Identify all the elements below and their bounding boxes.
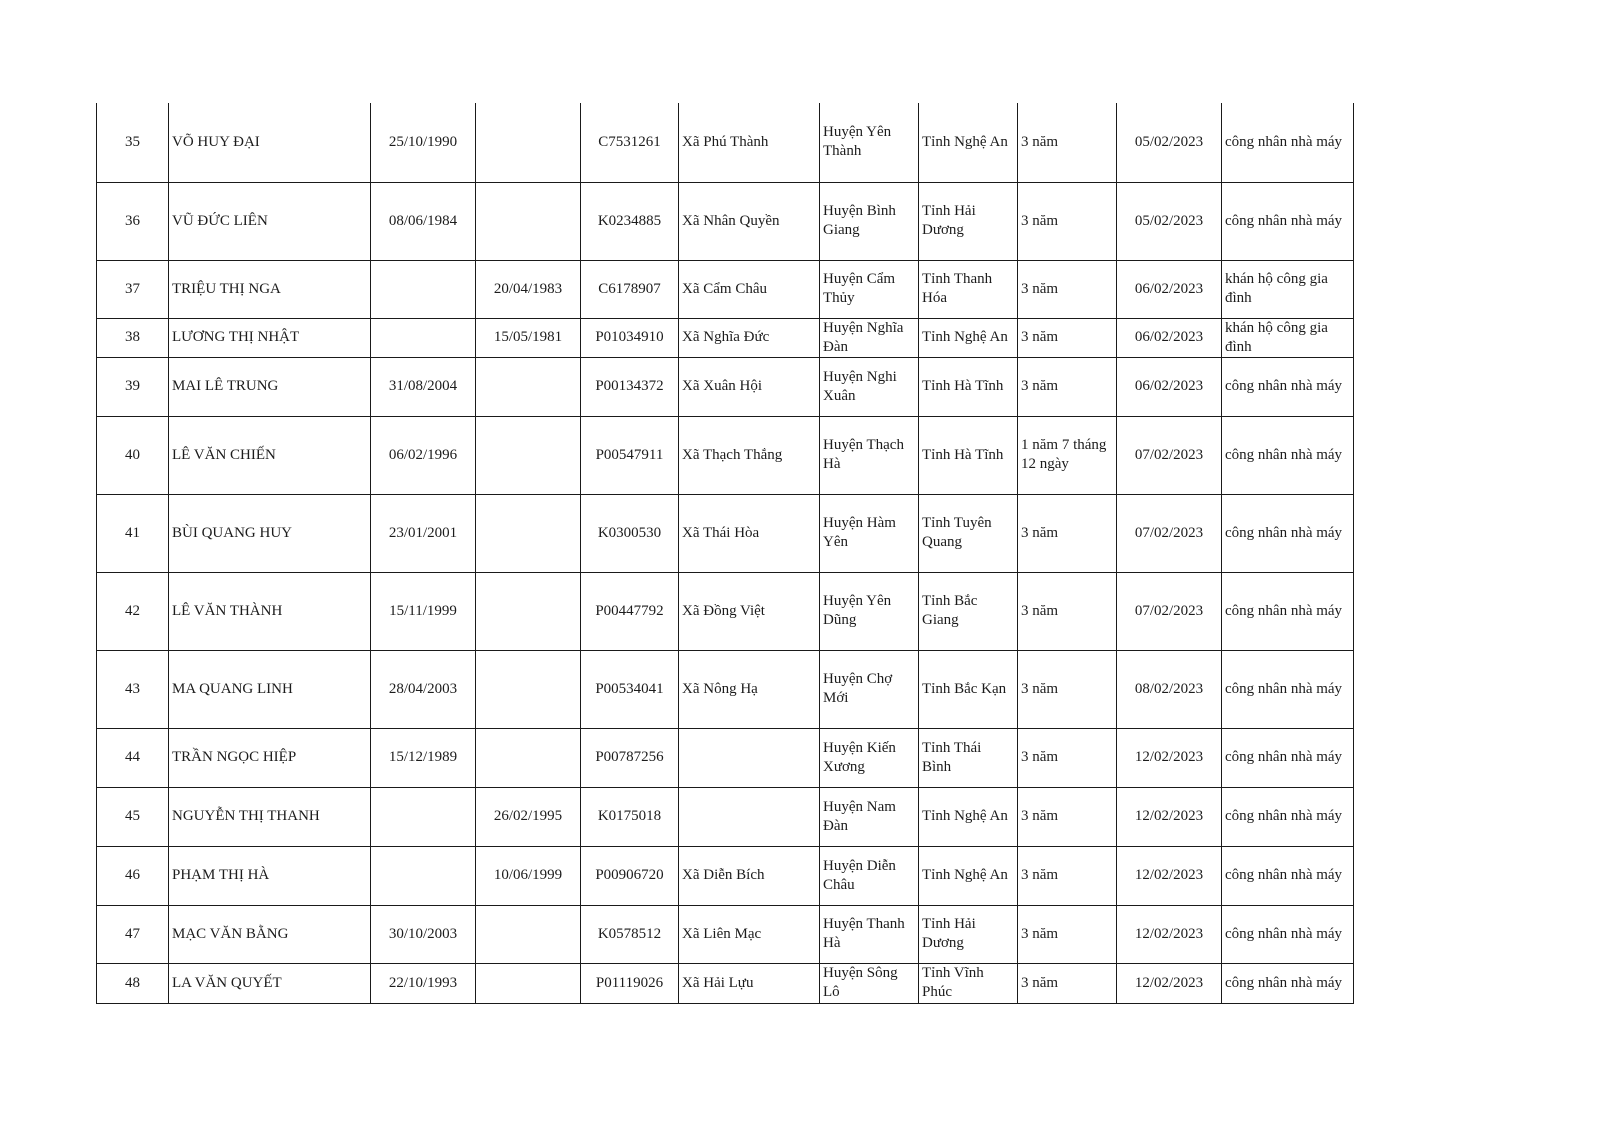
female-birth-date-cell xyxy=(476,650,581,728)
date-cell: 06/02/2023 xyxy=(1117,260,1222,318)
row-number-cell: 37 xyxy=(97,260,169,318)
occupation-cell: công nhân nhà máy xyxy=(1222,572,1354,650)
full-name-cell: NGUYỄN THỊ THANH xyxy=(169,787,371,846)
commune-cell: Xã Liên Mạc xyxy=(679,905,820,963)
occupation-cell: công nhân nhà máy xyxy=(1222,728,1354,787)
table-row xyxy=(97,103,1354,182)
full-name-cell: LÊ VĂN THÀNH xyxy=(169,572,371,650)
district-cell: Huyện Thạch Hà xyxy=(820,416,919,494)
row-number-cell: 45 xyxy=(97,787,169,846)
female-birth-date-cell xyxy=(476,416,581,494)
male-birth-date-cell: 15/11/1999 xyxy=(371,572,476,650)
occupation-cell: khán hộ công gia đình xyxy=(1222,260,1354,318)
duration-cell: 3 năm xyxy=(1018,728,1117,787)
district-cell: Huyện Hàm Yên xyxy=(820,494,919,572)
full-name-cell: VŨ ĐỨC LIÊN xyxy=(169,182,371,260)
male-birth-date-cell xyxy=(371,787,476,846)
province-cell: Tỉnh Hải Dương xyxy=(919,905,1018,963)
female-birth-date-cell xyxy=(476,103,581,182)
commune-cell: Xã Nghĩa Đức xyxy=(679,318,820,357)
row-number-cell: 43 xyxy=(97,650,169,728)
duration-cell: 3 năm xyxy=(1018,846,1117,905)
full-name-cell: LƯƠNG THỊ NHẬT xyxy=(169,318,371,357)
province-cell: Tỉnh Nghệ An xyxy=(919,846,1018,905)
duration-cell: 3 năm xyxy=(1018,787,1117,846)
date-cell: 12/02/2023 xyxy=(1117,963,1222,1003)
table-row xyxy=(97,963,1354,1003)
commune-cell: Xã Phú Thành xyxy=(679,103,820,182)
duration-cell: 3 năm xyxy=(1018,318,1117,357)
male-birth-date-cell: 06/02/1996 xyxy=(371,416,476,494)
occupation-cell: công nhân nhà máy xyxy=(1222,905,1354,963)
id-number-cell: P00547911 xyxy=(581,416,679,494)
duration-cell: 3 năm xyxy=(1018,357,1117,416)
table-row xyxy=(97,846,1354,905)
full-name-cell: MA QUANG LINH xyxy=(169,650,371,728)
table-row xyxy=(97,416,1354,494)
occupation-cell: công nhân nhà máy xyxy=(1222,650,1354,728)
date-cell: 07/02/2023 xyxy=(1117,416,1222,494)
district-cell: Huyện Bình Giang xyxy=(820,182,919,260)
male-birth-date-cell: 22/10/1993 xyxy=(371,963,476,1003)
id-number-cell: P00906720 xyxy=(581,846,679,905)
female-birth-date-cell xyxy=(476,494,581,572)
occupation-cell: công nhân nhà máy xyxy=(1222,103,1354,182)
records-table xyxy=(96,103,1354,1004)
province-cell: Tỉnh Thanh Hóa xyxy=(919,260,1018,318)
records-table-body xyxy=(97,103,1354,1003)
row-number-cell: 47 xyxy=(97,905,169,963)
male-birth-date-cell: 28/04/2003 xyxy=(371,650,476,728)
full-name-cell: VÕ HUY ĐẠI xyxy=(169,103,371,182)
row-number-cell: 41 xyxy=(97,494,169,572)
commune-cell: Xã Xuân Hội xyxy=(679,357,820,416)
date-cell: 05/02/2023 xyxy=(1117,103,1222,182)
district-cell: Huyện Yên Dũng xyxy=(820,572,919,650)
duration-cell: 3 năm xyxy=(1018,494,1117,572)
table-row xyxy=(97,572,1354,650)
female-birth-date-cell xyxy=(476,357,581,416)
row-number-cell: 39 xyxy=(97,357,169,416)
commune-cell: Xã Thái Hòa xyxy=(679,494,820,572)
male-birth-date-cell: 30/10/2003 xyxy=(371,905,476,963)
duration-cell: 3 năm xyxy=(1018,572,1117,650)
duration-cell: 3 năm xyxy=(1018,182,1117,260)
date-cell: 08/02/2023 xyxy=(1117,650,1222,728)
id-number-cell: P01034910 xyxy=(581,318,679,357)
id-number-cell: K0234885 xyxy=(581,182,679,260)
male-birth-date-cell: 25/10/1990 xyxy=(371,103,476,182)
full-name-cell: LÊ VĂN CHIẾN xyxy=(169,416,371,494)
row-number-cell: 42 xyxy=(97,572,169,650)
commune-cell: Xã Nông Hạ xyxy=(679,650,820,728)
id-number-cell: C6178907 xyxy=(581,260,679,318)
province-cell: Tỉnh Hà Tĩnh xyxy=(919,416,1018,494)
male-birth-date-cell xyxy=(371,846,476,905)
occupation-cell: khán hộ công gia đình xyxy=(1222,318,1354,357)
district-cell: Huyện Chợ Mới xyxy=(820,650,919,728)
commune-cell: Xã Cẩm Châu xyxy=(679,260,820,318)
duration-cell: 3 năm xyxy=(1018,905,1117,963)
table-row xyxy=(97,494,1354,572)
full-name-cell: MAI LÊ TRUNG xyxy=(169,357,371,416)
province-cell: Tỉnh Hà Tĩnh xyxy=(919,357,1018,416)
id-number-cell: P00534041 xyxy=(581,650,679,728)
occupation-cell: công nhân nhà máy xyxy=(1222,846,1354,905)
male-birth-date-cell: 15/12/1989 xyxy=(371,728,476,787)
table-row xyxy=(97,357,1354,416)
date-cell: 12/02/2023 xyxy=(1117,905,1222,963)
commune-cell: Xã Diễn Bích xyxy=(679,846,820,905)
male-birth-date-cell: 23/01/2001 xyxy=(371,494,476,572)
date-cell: 12/02/2023 xyxy=(1117,787,1222,846)
male-birth-date-cell: 31/08/2004 xyxy=(371,357,476,416)
id-number-cell: P00787256 xyxy=(581,728,679,787)
row-number-cell: 36 xyxy=(97,182,169,260)
female-birth-date-cell: 10/06/1999 xyxy=(476,846,581,905)
male-birth-date-cell xyxy=(371,260,476,318)
date-cell: 06/02/2023 xyxy=(1117,318,1222,357)
duration-cell: 3 năm xyxy=(1018,650,1117,728)
female-birth-date-cell: 15/05/1981 xyxy=(476,318,581,357)
duration-cell: 3 năm xyxy=(1018,260,1117,318)
female-birth-date-cell: 26/02/1995 xyxy=(476,787,581,846)
female-birth-date-cell: 20/04/1983 xyxy=(476,260,581,318)
district-cell: Huyện Diễn Châu xyxy=(820,846,919,905)
date-cell: 07/02/2023 xyxy=(1117,572,1222,650)
male-birth-date-cell xyxy=(371,318,476,357)
occupation-cell: công nhân nhà máy xyxy=(1222,357,1354,416)
id-number-cell: P01119026 xyxy=(581,963,679,1003)
row-number-cell: 38 xyxy=(97,318,169,357)
full-name-cell: MẠC VĂN BẰNG xyxy=(169,905,371,963)
table-row xyxy=(97,650,1354,728)
occupation-cell: công nhân nhà máy xyxy=(1222,787,1354,846)
duration-cell: 3 năm xyxy=(1018,103,1117,182)
full-name-cell: TRẦN NGỌC HIỆP xyxy=(169,728,371,787)
province-cell: Tỉnh Thái Bình xyxy=(919,728,1018,787)
province-cell: Tỉnh Nghệ An xyxy=(919,787,1018,846)
full-name-cell: BÙI QUANG HUY xyxy=(169,494,371,572)
commune-cell: Xã Hải Lựu xyxy=(679,963,820,1003)
province-cell: Tỉnh Nghệ An xyxy=(919,103,1018,182)
date-cell: 05/02/2023 xyxy=(1117,182,1222,260)
date-cell: 12/02/2023 xyxy=(1117,846,1222,905)
commune-cell: Xã Thạch Thắng xyxy=(679,416,820,494)
duration-cell: 3 năm xyxy=(1018,963,1117,1003)
date-cell: 07/02/2023 xyxy=(1117,494,1222,572)
district-cell: Huyện Thanh Hà xyxy=(820,905,919,963)
row-number-cell: 44 xyxy=(97,728,169,787)
province-cell: Tỉnh Bắc Kạn xyxy=(919,650,1018,728)
table-row xyxy=(97,787,1354,846)
male-birth-date-cell: 08/06/1984 xyxy=(371,182,476,260)
date-cell: 12/02/2023 xyxy=(1117,728,1222,787)
table-row xyxy=(97,182,1354,260)
district-cell: Huyện Nam Đàn xyxy=(820,787,919,846)
table-row xyxy=(97,905,1354,963)
row-number-cell: 40 xyxy=(97,416,169,494)
district-cell: Huyện Nghĩa Đàn xyxy=(820,318,919,357)
id-number-cell: P00447792 xyxy=(581,572,679,650)
district-cell: Huyện Sông Lô xyxy=(820,963,919,1003)
commune-cell xyxy=(679,728,820,787)
full-name-cell: LA VĂN QUYẾT xyxy=(169,963,371,1003)
province-cell: Tỉnh Nghệ An xyxy=(919,318,1018,357)
row-number-cell: 46 xyxy=(97,846,169,905)
female-birth-date-cell xyxy=(476,182,581,260)
commune-cell xyxy=(679,787,820,846)
duration-cell: 1 năm 7 tháng 12 ngày xyxy=(1018,416,1117,494)
date-cell: 06/02/2023 xyxy=(1117,357,1222,416)
commune-cell: Xã Nhân Quyền xyxy=(679,182,820,260)
occupation-cell: công nhân nhà máy xyxy=(1222,182,1354,260)
commune-cell: Xã Đồng Việt xyxy=(679,572,820,650)
full-name-cell: PHẠM THỊ HÀ xyxy=(169,846,371,905)
full-name-cell: TRIỆU THỊ NGA xyxy=(169,260,371,318)
id-number-cell: K0578512 xyxy=(581,905,679,963)
table-row xyxy=(97,260,1354,318)
id-number-cell: P00134372 xyxy=(581,357,679,416)
female-birth-date-cell xyxy=(476,963,581,1003)
table-row xyxy=(97,318,1354,357)
occupation-cell: công nhân nhà máy xyxy=(1222,494,1354,572)
id-number-cell: C7531261 xyxy=(581,103,679,182)
district-cell: Huyện Kiến Xương xyxy=(820,728,919,787)
row-number-cell: 48 xyxy=(97,963,169,1003)
district-cell: Huyện Cẩm Thủy xyxy=(820,260,919,318)
district-cell: Huyện Nghi Xuân xyxy=(820,357,919,416)
district-cell: Huyện Yên Thành xyxy=(820,103,919,182)
id-number-cell: K0175018 xyxy=(581,787,679,846)
province-cell: Tỉnh Bắc Giang xyxy=(919,572,1018,650)
female-birth-date-cell xyxy=(476,572,581,650)
occupation-cell: công nhân nhà máy xyxy=(1222,416,1354,494)
female-birth-date-cell xyxy=(476,905,581,963)
female-birth-date-cell xyxy=(476,728,581,787)
province-cell: Tỉnh Vĩnh Phúc xyxy=(919,963,1018,1003)
row-number-cell: 35 xyxy=(97,103,169,182)
province-cell: Tỉnh Tuyên Quang xyxy=(919,494,1018,572)
table-row xyxy=(97,728,1354,787)
id-number-cell: K0300530 xyxy=(581,494,679,572)
occupation-cell: công nhân nhà máy xyxy=(1222,963,1354,1003)
province-cell: Tỉnh Hải Dương xyxy=(919,182,1018,260)
